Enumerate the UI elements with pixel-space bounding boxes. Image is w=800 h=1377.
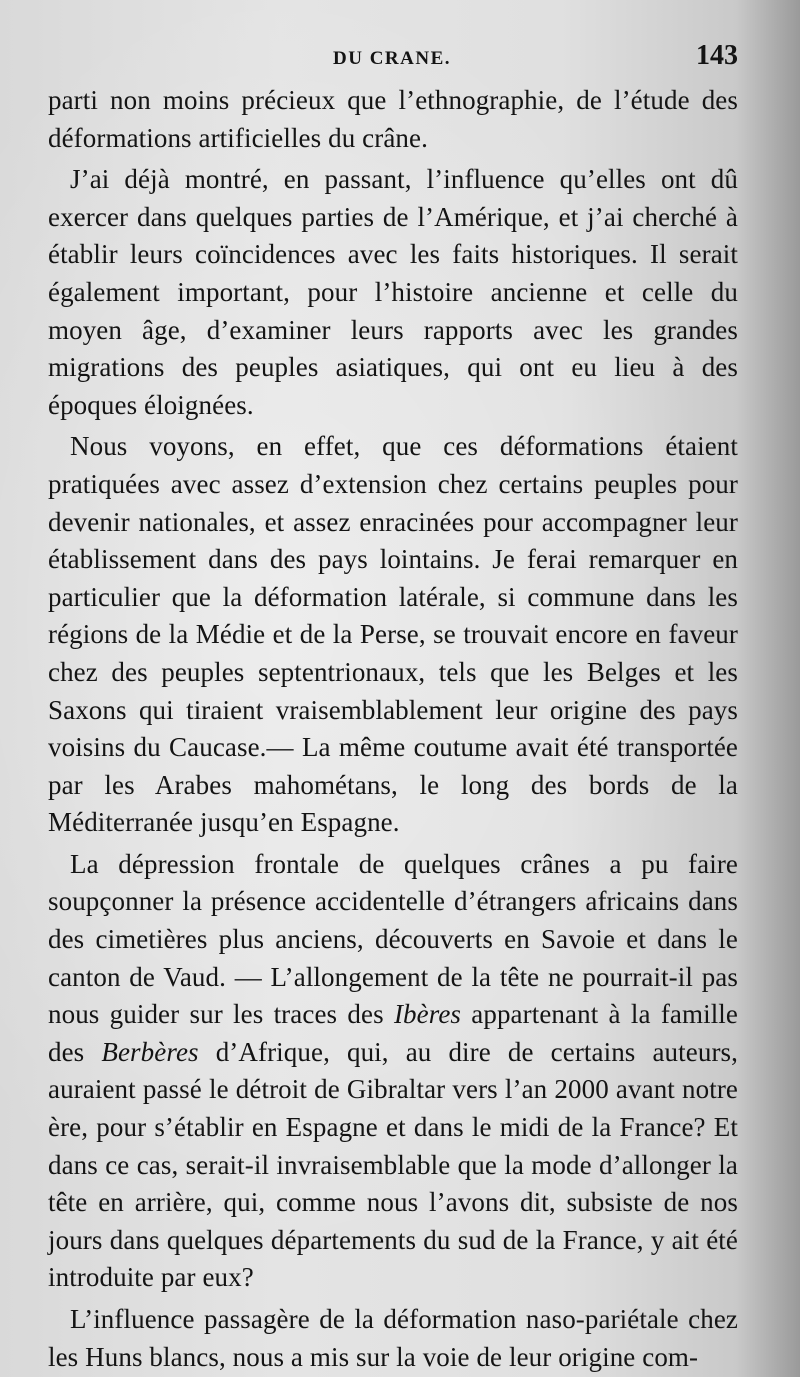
page-number: 143 bbox=[696, 40, 738, 71]
paragraph-iberes-part-3: d’Afrique, qui, au dire de certains auteurs, auraient passé le détroit de Gibraltar vers l’an 2000 avant notre ère, pour s’établir en Espagne et dans le midi de la France? Et dans ce cas, serait-il invraisemblable que la mode d’allonger la tête en arrière, qui, comme nous l’avons dit, subsiste de nos jours dans quelques départements du sud de la France, y ait été introduite par eux? bbox=[48, 1036, 738, 1293]
term-berberes: Berbères bbox=[101, 1036, 199, 1067]
paragraph-iberes bbox=[48, 846, 738, 1297]
body-text bbox=[48, 82, 738, 1376]
term-iberes: Ibères bbox=[393, 999, 462, 1030]
paragraph-huns: L’influence passagère de la déformation naso-pariétale chez les Huns blancs, nous a mis sur la voie de leur origine com- bbox=[48, 1304, 738, 1372]
paragraph-nations: Nous voyons, en effet, que ces déformations étaient pratiquées avec assez d’extension chez certains peuples pour devenir nationales, et assez enracinées pour accompagner leur établissement dans des pays lointains. Je ferai remarquer en particulier que la déformation latérale, si commune dans les régions de la Médie et de la Perse, se trouvait encore en faveur chez des peuples septentrionaux, tels que les Belges et les Saxons qui tiraient vraisemblablement leur origine des pays voisins du Caucase.— La même coutume avait été transportée par les Arabes mahométans, le long des bords de la Méditerranée jusqu’en Espagne. bbox=[48, 431, 738, 838]
paragraph-iberes-part-1: La dépression frontale de quelques crânes a pu faire soupçonner la présence accidentelle d’étrangers africains dans des cimetières plus anciens, découverts en Savoie et dans le canton de Vaud. — L’allongement de la tête ne pourrait-il pas nous guider sur les traces des bbox=[48, 848, 738, 1030]
running-head bbox=[0, 40, 800, 80]
paragraph-continued: parti non moins précieux que l’ethnographie, de l’étude des déformations artificielles du crâne. bbox=[48, 85, 738, 153]
paragraph-iberes-part-2: appartenant à la famille des bbox=[48, 999, 738, 1067]
running-title: DU CRANE. bbox=[333, 48, 451, 69]
paragraph-america: J’ai déjà montré, en passant, l’influence qu’elles ont dû exercer dans quelques parties de l’Amérique, et j’ai cherché à établir leurs coïncidences avec les faits historiques. Il serait également important, pour l’histoire ancienne et celle du moyen âge, d’examiner leurs rapports avec les grandes migrations des peuples asiatiques, qui ont eu lieu à des époques éloignées. bbox=[48, 164, 738, 420]
